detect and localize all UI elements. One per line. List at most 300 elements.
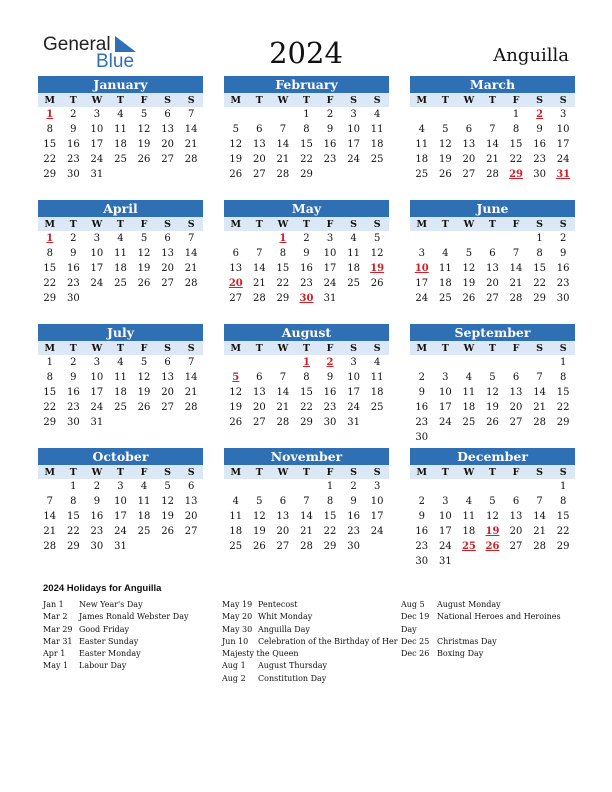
- weekday-label: S: [559, 343, 567, 354]
- holiday-item: [222, 599, 397, 611]
- day-cell: [365, 291, 389, 306]
- week-row: [410, 524, 575, 539]
- week-row: [224, 355, 389, 370]
- day-cell: [504, 554, 528, 569]
- holiday-date: Dec 19: [401, 612, 430, 622]
- day-cell: 13: [462, 139, 476, 150]
- day-cell: 19: [137, 263, 151, 274]
- weekday-label: F: [512, 219, 520, 230]
- day-cell: 22: [43, 402, 57, 413]
- week-row: [410, 554, 575, 569]
- weekday-label: T: [69, 95, 77, 106]
- holiday-column: [43, 599, 218, 673]
- holiday-item: [222, 660, 397, 672]
- day-cell: 11: [229, 511, 243, 522]
- week-row: [410, 231, 575, 246]
- weekday-label: M: [44, 219, 56, 230]
- day-cell: 27: [161, 278, 174, 289]
- weekday-label: W: [91, 95, 103, 106]
- weekday-label: W: [91, 219, 103, 230]
- day-cell: [132, 539, 156, 554]
- day-cell: 8: [46, 248, 53, 259]
- week-row: [410, 400, 575, 415]
- day-cell: 31: [90, 169, 104, 180]
- day-cell: 12: [229, 387, 243, 398]
- day-cell: 8: [46, 124, 53, 135]
- day-cell: 27: [276, 541, 290, 552]
- day-cell: 9: [418, 511, 425, 522]
- week-row: [410, 261, 575, 276]
- day-cell: [457, 430, 481, 445]
- holiday-date: May 19: [222, 600, 253, 609]
- weekday-label: S: [373, 467, 381, 478]
- day-cell: [528, 355, 552, 370]
- day-cell: 4: [418, 124, 425, 135]
- weekday-label: S: [373, 95, 381, 106]
- weekday-label: S: [164, 219, 172, 230]
- day-cell: 15: [300, 139, 313, 150]
- day-cell: 12: [137, 248, 151, 259]
- holiday-name: August Monday: [437, 600, 501, 609]
- week-row: [38, 524, 203, 539]
- day-cell: 26: [229, 417, 243, 428]
- day-cell: 20: [252, 154, 266, 165]
- holiday-name: Boxing Day: [437, 649, 484, 659]
- day-cell: 3: [350, 357, 357, 368]
- week-row: [224, 122, 389, 137]
- weekday-header: [410, 93, 575, 107]
- day-cell: 8: [512, 124, 520, 135]
- day-cell: 24: [438, 417, 452, 428]
- week-row: [410, 415, 575, 430]
- day-cell: 25: [461, 541, 476, 552]
- day-cell: 26: [438, 169, 452, 180]
- weekday-label: T: [302, 219, 310, 230]
- day-cell: 25: [438, 293, 452, 304]
- weekday-label: W: [277, 343, 289, 354]
- weekday-label: S: [187, 467, 195, 478]
- day-cell: 3: [418, 248, 425, 259]
- weekday-label: M: [416, 467, 428, 478]
- day-cell: 8: [303, 124, 310, 135]
- day-cell: 15: [43, 387, 57, 398]
- day-cell: 14: [533, 511, 546, 522]
- weekday-header: [224, 93, 389, 107]
- week-row: [38, 370, 203, 385]
- day-cell: 30: [66, 293, 80, 304]
- week-row: [410, 107, 575, 122]
- day-cell: 14: [184, 372, 198, 383]
- day-cell: 29: [300, 417, 313, 428]
- day-cell: 27: [252, 417, 266, 428]
- day-cell: 11: [114, 372, 127, 383]
- day-cell: 12: [370, 248, 384, 259]
- day-cell: 5: [140, 357, 148, 368]
- day-cell: 22: [43, 278, 57, 289]
- day-cell: 1: [303, 109, 310, 120]
- day-cell: [528, 430, 552, 445]
- day-cell: 30: [299, 293, 314, 304]
- day-cell: 23: [90, 526, 104, 537]
- day-cell: 24: [415, 293, 429, 304]
- week-row: [410, 167, 575, 182]
- holiday-date: Jun 10: [222, 636, 249, 646]
- day-cell: [457, 554, 481, 569]
- month-title: April: [38, 200, 203, 217]
- weekday-label: M: [230, 219, 242, 230]
- weekday-label: W: [463, 467, 475, 478]
- day-cell: 3: [117, 481, 124, 492]
- month-october: [38, 448, 203, 554]
- month-title: May: [224, 200, 389, 217]
- day-cell: 14: [276, 387, 290, 398]
- week-row: [410, 385, 575, 400]
- day-cell: 2: [559, 233, 567, 244]
- week-row: [224, 539, 389, 554]
- weekday-label: T: [488, 343, 496, 354]
- day-cell: [179, 539, 203, 554]
- day-cell: [504, 355, 528, 370]
- day-cell: 22: [323, 526, 337, 537]
- holiday-column: [401, 599, 576, 660]
- day-cell: 9: [536, 124, 543, 135]
- month-title: January: [38, 76, 203, 93]
- week-row: [38, 137, 203, 152]
- week-row: [410, 246, 575, 261]
- holiday-item: [43, 599, 218, 611]
- day-cell: [318, 167, 342, 182]
- day-cell: 21: [486, 154, 499, 165]
- holiday-item: [43, 648, 218, 660]
- weekday-label: M: [230, 467, 242, 478]
- day-cell: 16: [90, 511, 104, 522]
- day-cell: 15: [43, 139, 57, 150]
- day-cell: 1: [559, 357, 567, 368]
- day-cell: 11: [438, 263, 452, 274]
- day-cell: [410, 107, 434, 122]
- day-cell: 21: [276, 402, 290, 413]
- weekday-label: T: [116, 95, 124, 106]
- day-cell: 15: [509, 139, 523, 150]
- day-cell: 29: [43, 293, 57, 304]
- day-cell: 20: [161, 139, 174, 150]
- month-july: [38, 324, 203, 430]
- day-cell: 23: [66, 402, 80, 413]
- day-cell: 17: [347, 387, 360, 398]
- day-cell: 20: [161, 263, 174, 274]
- day-cell: [504, 231, 528, 246]
- weekday-label: F: [140, 219, 148, 230]
- day-cell: 28: [486, 169, 499, 180]
- weekday-header: [38, 341, 203, 355]
- day-cell: 29: [556, 541, 570, 552]
- day-cell: [481, 479, 505, 494]
- day-cell: [457, 231, 481, 246]
- day-cell: 7: [279, 124, 287, 135]
- day-cell: [365, 415, 389, 430]
- day-cell: 26: [485, 541, 500, 552]
- day-cell: [528, 554, 552, 569]
- day-cell: 4: [232, 496, 239, 507]
- day-cell: [224, 355, 248, 370]
- day-cell: 17: [347, 139, 360, 150]
- week-row: [410, 370, 575, 385]
- weekday-label: T: [255, 95, 263, 106]
- day-cell: 29: [66, 541, 80, 552]
- day-cell: 7: [303, 496, 310, 507]
- day-cell: 26: [137, 278, 151, 289]
- day-cell: 4: [117, 109, 124, 120]
- day-cell: 4: [373, 357, 381, 368]
- day-cell: 6: [187, 481, 195, 492]
- day-cell: 20: [509, 402, 523, 413]
- day-cell: 4: [465, 372, 473, 383]
- day-cell: 7: [279, 372, 287, 383]
- day-cell: 25: [114, 402, 127, 413]
- week-row: [410, 430, 575, 445]
- day-cell: 21: [509, 278, 523, 289]
- day-cell: 29: [276, 293, 290, 304]
- week-row: [224, 370, 389, 385]
- week-row: [410, 509, 575, 524]
- day-cell: 15: [323, 511, 337, 522]
- day-cell: 18: [229, 526, 243, 537]
- month-may: [224, 200, 389, 306]
- day-cell: 28: [184, 154, 198, 165]
- holiday-name: Majesty the Queen: [222, 649, 299, 659]
- day-cell: 21: [300, 526, 313, 537]
- day-cell: 29: [533, 293, 546, 304]
- day-cell: 2: [70, 109, 77, 120]
- day-cell: 20: [228, 278, 243, 289]
- weekday-label: T: [488, 467, 496, 478]
- holiday-item: [43, 660, 218, 672]
- holiday-name: Christmas Day: [437, 636, 497, 646]
- day-cell: 4: [373, 109, 381, 120]
- day-cell: 2: [418, 372, 425, 383]
- weekday-label: S: [373, 343, 381, 354]
- day-cell: 28: [533, 541, 546, 552]
- month-title: March: [410, 76, 575, 93]
- day-cell: [85, 291, 109, 306]
- day-cell: 15: [556, 511, 570, 522]
- day-cell: 13: [184, 496, 198, 507]
- week-row: [38, 152, 203, 167]
- weekday-header: [224, 341, 389, 355]
- day-cell: 6: [489, 248, 496, 259]
- week-row: [38, 122, 203, 137]
- day-cell: 28: [184, 278, 198, 289]
- day-cell: 7: [187, 357, 195, 368]
- holiday-date: Dec 25: [401, 636, 430, 646]
- day-cell: 25: [462, 417, 476, 428]
- month-title: August: [224, 324, 389, 341]
- week-row: [224, 152, 389, 167]
- day-cell: 25: [114, 278, 127, 289]
- day-cell: [224, 231, 248, 246]
- week-row: [224, 246, 389, 261]
- weekday-label: S: [536, 343, 544, 354]
- day-cell: 13: [509, 511, 523, 522]
- day-cell: 11: [347, 248, 360, 259]
- day-cell: 5: [256, 496, 263, 507]
- day-cell: 1: [326, 481, 334, 492]
- day-cell: 27: [229, 293, 243, 304]
- day-cell: 2: [326, 109, 334, 120]
- day-cell: 6: [512, 496, 520, 507]
- day-cell: 5: [442, 124, 449, 135]
- day-cell: 24: [347, 154, 360, 165]
- day-cell: 7: [187, 109, 195, 120]
- day-cell: 5: [140, 233, 148, 244]
- day-cell: 24: [438, 541, 452, 552]
- week-row: [224, 261, 389, 276]
- week-row: [224, 415, 389, 430]
- month-february: [224, 76, 389, 182]
- weekday-label: T: [441, 343, 449, 354]
- day-cell: 21: [533, 526, 546, 537]
- day-cell: 19: [370, 263, 385, 274]
- day-cell: 4: [117, 357, 124, 368]
- day-cell: 11: [114, 124, 127, 135]
- day-cell: 27: [184, 526, 198, 537]
- day-cell: [271, 107, 295, 122]
- month-title: October: [38, 448, 203, 465]
- day-cell: 6: [256, 372, 263, 383]
- day-cell: 26: [161, 526, 174, 537]
- day-cell: [481, 231, 505, 246]
- day-cell: 17: [438, 526, 452, 537]
- day-cell: 30: [90, 541, 104, 552]
- day-cell: 27: [462, 169, 476, 180]
- weekday-label: W: [91, 467, 103, 478]
- day-cell: 7: [46, 496, 53, 507]
- weekday-label: S: [350, 219, 358, 230]
- week-row: [410, 539, 575, 554]
- day-cell: [132, 415, 156, 430]
- day-cell: [365, 539, 389, 554]
- day-cell: 18: [347, 263, 360, 274]
- day-cell: 3: [93, 233, 101, 244]
- holiday-date: Aug 2: [222, 673, 246, 683]
- day-cell: 2: [326, 357, 334, 368]
- weekday-label: W: [91, 343, 103, 354]
- month-title: November: [224, 448, 389, 465]
- day-cell: 21: [533, 402, 546, 413]
- day-cell: 23: [347, 526, 360, 537]
- day-cell: [342, 167, 366, 182]
- day-cell: 3: [559, 109, 567, 120]
- day-cell: 12: [161, 496, 174, 507]
- week-row: [38, 291, 203, 306]
- day-cell: 16: [415, 402, 429, 413]
- day-cell: 14: [43, 511, 57, 522]
- day-cell: 5: [232, 372, 240, 383]
- day-cell: 7: [512, 248, 520, 259]
- day-cell: [295, 479, 319, 494]
- weekday-label: T: [488, 95, 496, 106]
- day-cell: 31: [556, 169, 571, 180]
- day-cell: [481, 107, 505, 122]
- day-cell: 10: [90, 124, 104, 135]
- weekday-label: T: [441, 467, 449, 478]
- day-cell: 10: [438, 387, 452, 398]
- day-cell: 23: [415, 541, 429, 552]
- holiday-name: New Year's Day: [79, 600, 143, 609]
- logo-text-general: General: [43, 34, 111, 55]
- day-cell: [457, 479, 481, 494]
- day-cell: 18: [137, 511, 151, 522]
- week-row: [224, 524, 389, 539]
- day-cell: 12: [438, 139, 452, 150]
- week-row: [410, 152, 575, 167]
- day-cell: 16: [415, 526, 429, 537]
- day-cell: 22: [300, 154, 313, 165]
- day-cell: [434, 479, 458, 494]
- day-cell: 16: [323, 387, 337, 398]
- day-cell: 17: [114, 511, 127, 522]
- day-cell: [109, 167, 133, 182]
- month-title: February: [224, 76, 389, 93]
- day-cell: 25: [415, 169, 429, 180]
- day-cell: 25: [114, 154, 127, 165]
- day-cell: 10: [556, 124, 570, 135]
- day-cell: 2: [418, 496, 425, 507]
- month-january: [38, 76, 203, 182]
- day-cell: 19: [161, 511, 174, 522]
- day-cell: 19: [229, 154, 243, 165]
- holiday-name: James Ronald Webster Day: [79, 612, 189, 622]
- day-cell: 17: [90, 387, 104, 398]
- day-cell: 21: [184, 387, 198, 398]
- day-cell: 3: [350, 109, 357, 120]
- day-cell: 22: [43, 154, 57, 165]
- week-row: [224, 276, 389, 291]
- day-cell: 27: [161, 154, 174, 165]
- day-cell: 29: [43, 169, 57, 180]
- day-cell: 24: [370, 526, 384, 537]
- week-row: [224, 231, 389, 246]
- day-cell: 8: [70, 496, 77, 507]
- day-cell: [410, 355, 434, 370]
- weekday-label: S: [187, 219, 195, 230]
- day-cell: [132, 291, 156, 306]
- day-cell: 11: [370, 124, 384, 135]
- day-cell: 28: [252, 293, 266, 304]
- day-cell: 1: [46, 357, 53, 368]
- week-row: [38, 539, 203, 554]
- day-cell: 13: [161, 248, 174, 259]
- day-cell: 28: [300, 541, 313, 552]
- day-cell: 14: [533, 387, 546, 398]
- day-cell: 28: [276, 417, 290, 428]
- week-row: [224, 385, 389, 400]
- day-cell: 9: [326, 372, 334, 383]
- weekday-label: W: [463, 95, 475, 106]
- week-row: [224, 400, 389, 415]
- day-cell: [551, 554, 575, 569]
- day-cell: 29: [556, 417, 570, 428]
- day-cell: 14: [184, 248, 198, 259]
- day-cell: 22: [509, 154, 523, 165]
- day-cell: [109, 291, 133, 306]
- day-cell: 2: [70, 233, 77, 244]
- logo-triangle-icon: [115, 36, 136, 52]
- day-cell: 24: [90, 402, 104, 413]
- week-row: [224, 107, 389, 122]
- day-cell: 13: [161, 124, 174, 135]
- day-cell: 23: [323, 402, 337, 413]
